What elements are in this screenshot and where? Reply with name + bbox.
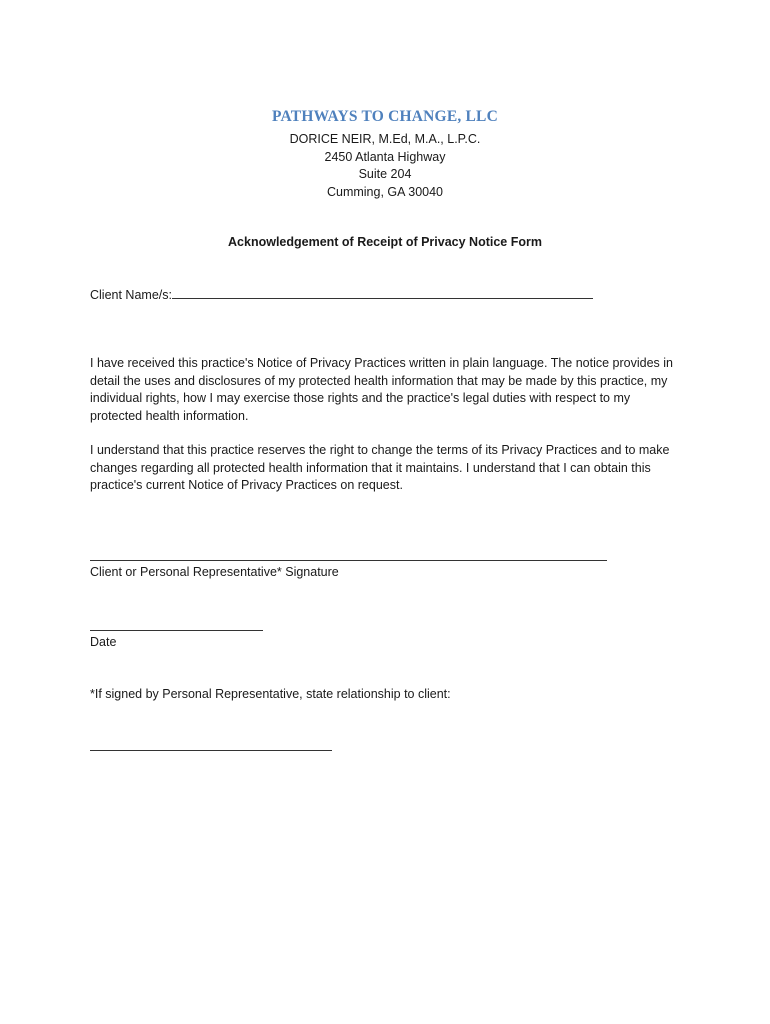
street-address: 2450 Atlanta Highway [324,149,446,164]
client-name-blank[interactable] [172,286,593,299]
client-name-field [90,286,593,304]
practitioner-name: DORICE NEIR, M.Ed, M.A., L.P.C. [289,132,481,146]
rights-paragraph: I understand that this practice reserves the right to change the terms of its Privacy Practices and to make changes regarding all protected health information that it maintains. I understand that I can obtain this practice's current Notice of Privacy Practices on request. [90,443,670,492]
suite-address: Suite 204 [358,167,412,181]
client-name-label: Client Name/s: [90,288,172,302]
city-address: Cumming, GA 30040 [326,184,444,199]
receipt-paragraph: I have received this practice's Notice of Privacy Practices written in plain language. The notice provides in detail the uses and disclosures of my protected health information that may be made by this practice, my individual rights, how I may exercise those rights and the practice's legal duties with respect to my protected health information. [90,356,674,423]
signature-blank[interactable] [90,560,607,561]
signature-label: Client or Personal Representative* Signature [90,565,339,579]
letterhead [0,106,770,201]
date-label: Date [90,635,117,649]
representative-note: *If signed by Personal Representative, state relationship to client: [90,687,451,701]
relationship-blank[interactable] [90,750,332,751]
form-title: Acknowledgement of Receipt of Privacy Notice Form [228,235,542,249]
date-blank[interactable] [90,630,263,631]
company-name: PATHWAYS TO CHANGE, LLC [272,108,498,125]
